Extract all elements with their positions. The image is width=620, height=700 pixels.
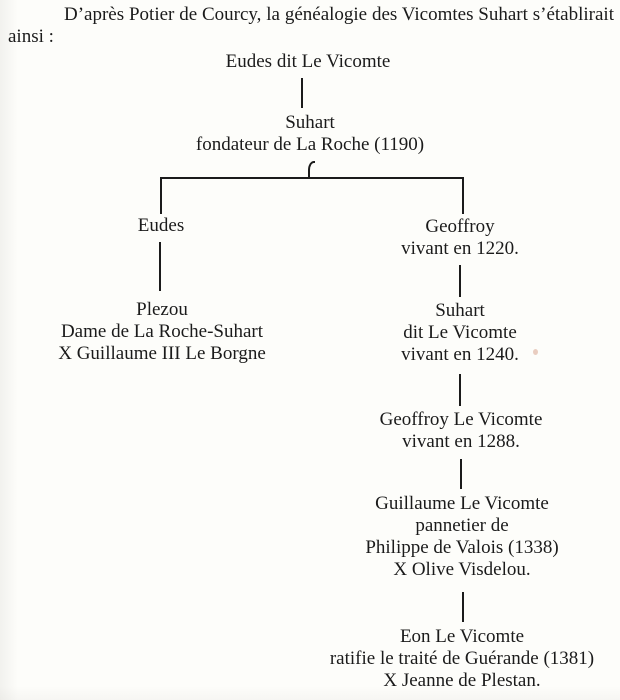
node-line: Geoffroy xyxy=(425,216,495,237)
connector-geoffroy-to-suhart2 xyxy=(459,265,461,297)
tree-node-guillaume-1338 xyxy=(365,493,558,581)
connector-suhart2-to-geoffroy2 xyxy=(459,374,461,406)
node-line: X Guillaume III Le Borgne xyxy=(58,343,266,364)
node-line: fondateur de La Roche (1190) xyxy=(195,134,425,155)
node-line: pannetier de xyxy=(415,515,509,536)
tree-node-eon-1381 xyxy=(330,626,594,692)
connector-geoffroy2-to-guillaume xyxy=(460,459,462,489)
node-line: vivant en 1288. xyxy=(402,431,520,452)
tree-node-eudes xyxy=(138,215,184,237)
node-line: vivant en 1240. xyxy=(401,344,519,365)
tree-node-suhart-fondateur xyxy=(196,112,424,156)
node-line: Dame de La Roche-Suhart xyxy=(60,321,264,342)
scan-speck xyxy=(533,349,538,355)
node-line: Suhart xyxy=(285,112,335,133)
tree-node-geoffroy-1288 xyxy=(380,409,543,453)
connector-eudes-to-plezou xyxy=(159,242,161,291)
node-line: Philippe de Valois (1338) xyxy=(365,537,559,558)
node-line: Eudes xyxy=(137,215,185,236)
intro-text-line1: D’après Potier de Courcy, la généalogie des Vicomtes Suhart s’établirait xyxy=(64,4,614,25)
node-line: Geoffroy Le Vicomte xyxy=(379,409,543,430)
node-line: Eon Le Vicomte xyxy=(399,626,525,647)
connector-root-to-suhart xyxy=(301,78,303,108)
tree-node-suhart-1240 xyxy=(401,300,519,366)
node-line: Guillaume Le Vicomte xyxy=(375,493,549,514)
node-line: vivant en 1220. xyxy=(401,238,519,259)
node-line: X Olive Visdelou. xyxy=(393,559,531,580)
connector-tick xyxy=(308,161,315,178)
tree-node-eudes-dit-le-vicomte xyxy=(226,51,391,73)
node-line: Plezou xyxy=(136,299,188,320)
tree-node-geoffroy-1220 xyxy=(401,216,519,260)
intro-text-line2: ainsi : xyxy=(8,26,54,47)
tree-node-plezou xyxy=(58,299,266,365)
node-line: dit Le Vicomte xyxy=(403,322,517,343)
node-line: ratifie le traité de Guérande (1381) xyxy=(329,648,595,669)
connector-guillaume-to-eon xyxy=(462,592,464,622)
node-line: Suhart xyxy=(435,300,485,321)
node-line: X Jeanne de Plestan. xyxy=(383,670,541,691)
node-line: Eudes dit Le Vicomte xyxy=(225,51,391,72)
sibling-bracket xyxy=(160,177,464,214)
